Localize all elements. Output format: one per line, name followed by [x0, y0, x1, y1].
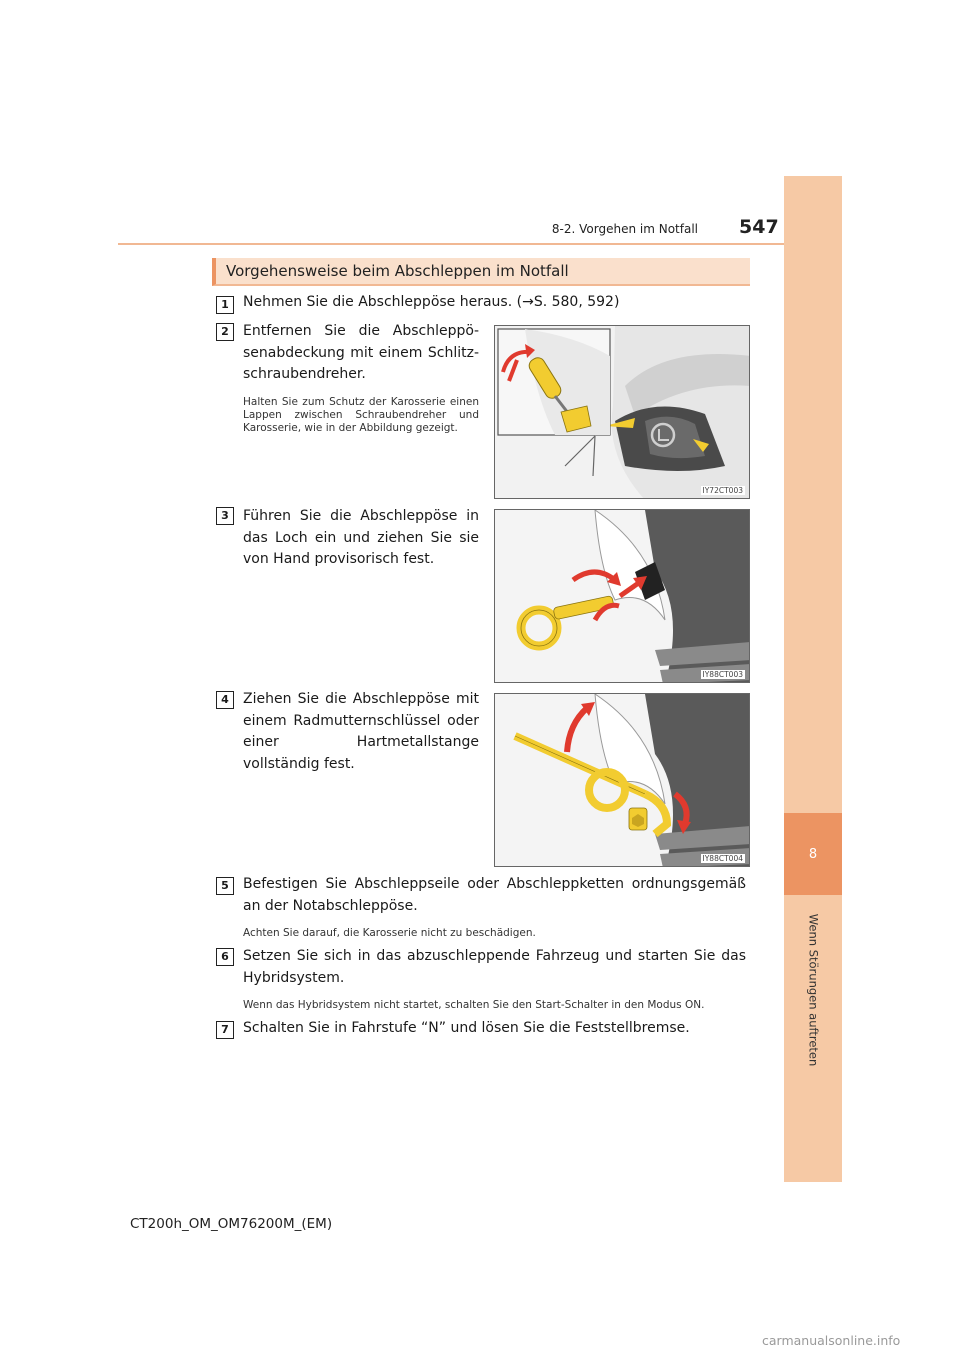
step-5-text: Befestigen Sie Abschleppseile oder Abschleppketten ordnungsgemäß an der Notabschleppöse. [243, 876, 746, 914]
car-front-illustration [495, 326, 750, 499]
step-number-3: 3 [216, 507, 234, 525]
step-number-2: 2 [216, 323, 234, 341]
chapter-title-vertical [784, 905, 842, 1075]
chapter-number-tab[interactable] [784, 813, 842, 895]
chapter-title: Wenn Störungen auftreten [806, 913, 820, 1067]
figure-insert-tow-eye [494, 509, 750, 683]
step-1-text: Nehmen Sie die Abschleppöse heraus. (→S. 580, 592) [243, 294, 620, 310]
watermark: carmanualsonline.info [762, 1333, 901, 1348]
figure-code: IY88CT004 [702, 854, 743, 863]
tow-eye-tighten-illustration [495, 694, 750, 867]
step-3-text: Führen Sie die Abschleppöse in das Loch ein und ziehen Sie sie von Hand provisorisch fest. [243, 508, 479, 567]
section-title: Vorgehensweise beim Abschleppen im Notfall [212, 258, 750, 286]
document-code: CT200h_OM_OM76200M_(EM) [130, 1216, 333, 1232]
tow-eye-insert-illustration [495, 510, 750, 683]
step-number-5: 5 [216, 877, 234, 895]
header-section-title: 8-2. Vorgehen im Notfall [551, 222, 698, 236]
figure-tighten-tow-eye [494, 693, 750, 867]
step-6-text: Setzen Sie sich in das abzuschleppende Fahrzeug und starten Sie das Hybridsystem. [243, 948, 746, 986]
step-2-note: Halten Sie zum Schutz der Karosserie einen Lappen zwischen Schraubendreher und Karosserie, wie in der Abbildung gezeigt. [243, 396, 479, 434]
step-number-6: 6 [216, 948, 234, 966]
figure-code: IY72CT003 [702, 486, 743, 495]
step-2-text: Entfernen Sie die Abschleppösenabdeckung mit einem Schlitzschraubendreher. [243, 323, 479, 382]
step-4-text: Ziehen Sie die Abschleppöse mit einem Radmutternschlüssel oder einer Hartmetallstange vollständig fest. [243, 691, 479, 772]
page-number: 547 [739, 216, 779, 238]
step-6-note: Wenn das Hybridsystem nicht startet, schalten Sie den Start-Schalter in den Modus ON. [243, 999, 705, 1011]
step-number-1: 1 [216, 296, 234, 314]
step-number-7: 7 [216, 1021, 234, 1039]
step-number-4: 4 [216, 691, 234, 709]
header-divider [118, 243, 784, 245]
step-5-note: Achten Sie darauf, die Karosserie nicht zu beschädigen. [243, 927, 536, 939]
figure-code: IY88CT003 [702, 670, 743, 679]
step-7-text: Schalten Sie in Fahrstufe “N” und lösen Sie die Feststellbremse. [243, 1020, 690, 1036]
chapter-number: 8 [808, 846, 818, 862]
figure-screwdriver-cover [494, 325, 750, 499]
